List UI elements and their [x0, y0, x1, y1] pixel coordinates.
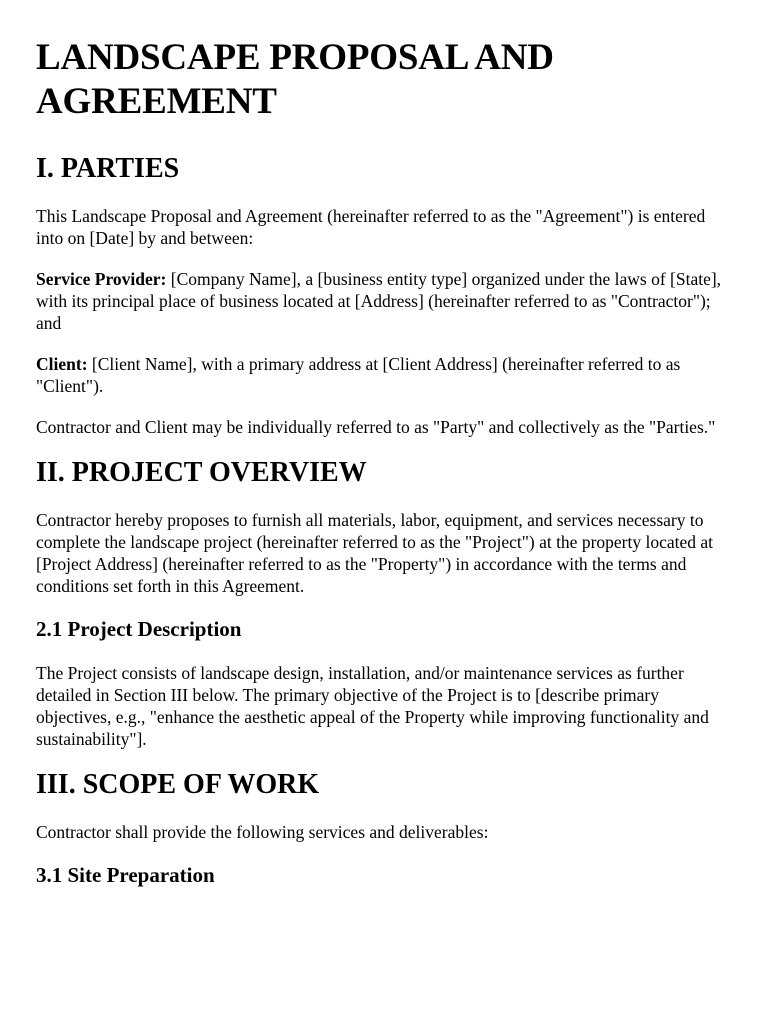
project-overview-text: Contractor hereby proposes to furnish all materials, labor, equipment, and services necessary to complete the landscape project (hereinafter referred to as the "Project") at the property located at [Project Address] (hereinafter referred to as the "Property") in accordance with the terms and conditions set forth in this Agreement.	[36, 510, 714, 596]
client-text: [Client Name], with a primary address at [Client Address] (hereinafter referred to as "Client").	[36, 354, 681, 396]
section-heading-parties: I. PARTIES	[36, 153, 180, 184]
service-provider-text: [Company Name], a [business entity type] organized under the laws of [State], with its principal place of business located at [Address] (hereinafter referred to as "Contractor"); and	[36, 269, 722, 333]
client-label: Client:	[36, 354, 88, 374]
parties-intro: This Landscape Proposal and Agreement (hereinafter referred to as the "Agreement") is entered into on [Date] by and between:	[36, 206, 706, 248]
parties-collective: Contractor and Client may be individually referred to as "Party" and collectively as the "Parties."	[36, 417, 716, 437]
client-paragraph	[36, 353, 736, 397]
section-parties	[36, 153, 736, 438]
document-title: LANDSCAPE PROPOSAL AND AGREEMENT	[36, 37, 554, 122]
section-project-overview	[36, 457, 736, 750]
service-provider-label: Service Provider:	[36, 269, 167, 289]
project-description-text: The Project consists of landscape design, installation, and/or maintenance services as further detailed in Section III below. The primary objective of the Project is to [describe primary objectives, e.g., "enhance the aesthetic appeal of the Property while improving functionality and sustainability"].	[36, 663, 709, 749]
service-provider-paragraph	[36, 268, 736, 334]
section-heading-scope-of-work: III. SCOPE OF WORK	[36, 769, 320, 800]
section-scope-of-work	[36, 769, 736, 888]
subsection-heading-project-description: 2.1 Project Description	[36, 617, 242, 641]
section-heading-project-overview: II. PROJECT OVERVIEW	[36, 457, 367, 488]
document-page	[36, 36, 736, 908]
scope-of-work-intro: Contractor shall provide the following services and deliverables:	[36, 822, 489, 842]
subsection-heading-site-preparation: 3.1 Site Preparation	[36, 863, 215, 887]
